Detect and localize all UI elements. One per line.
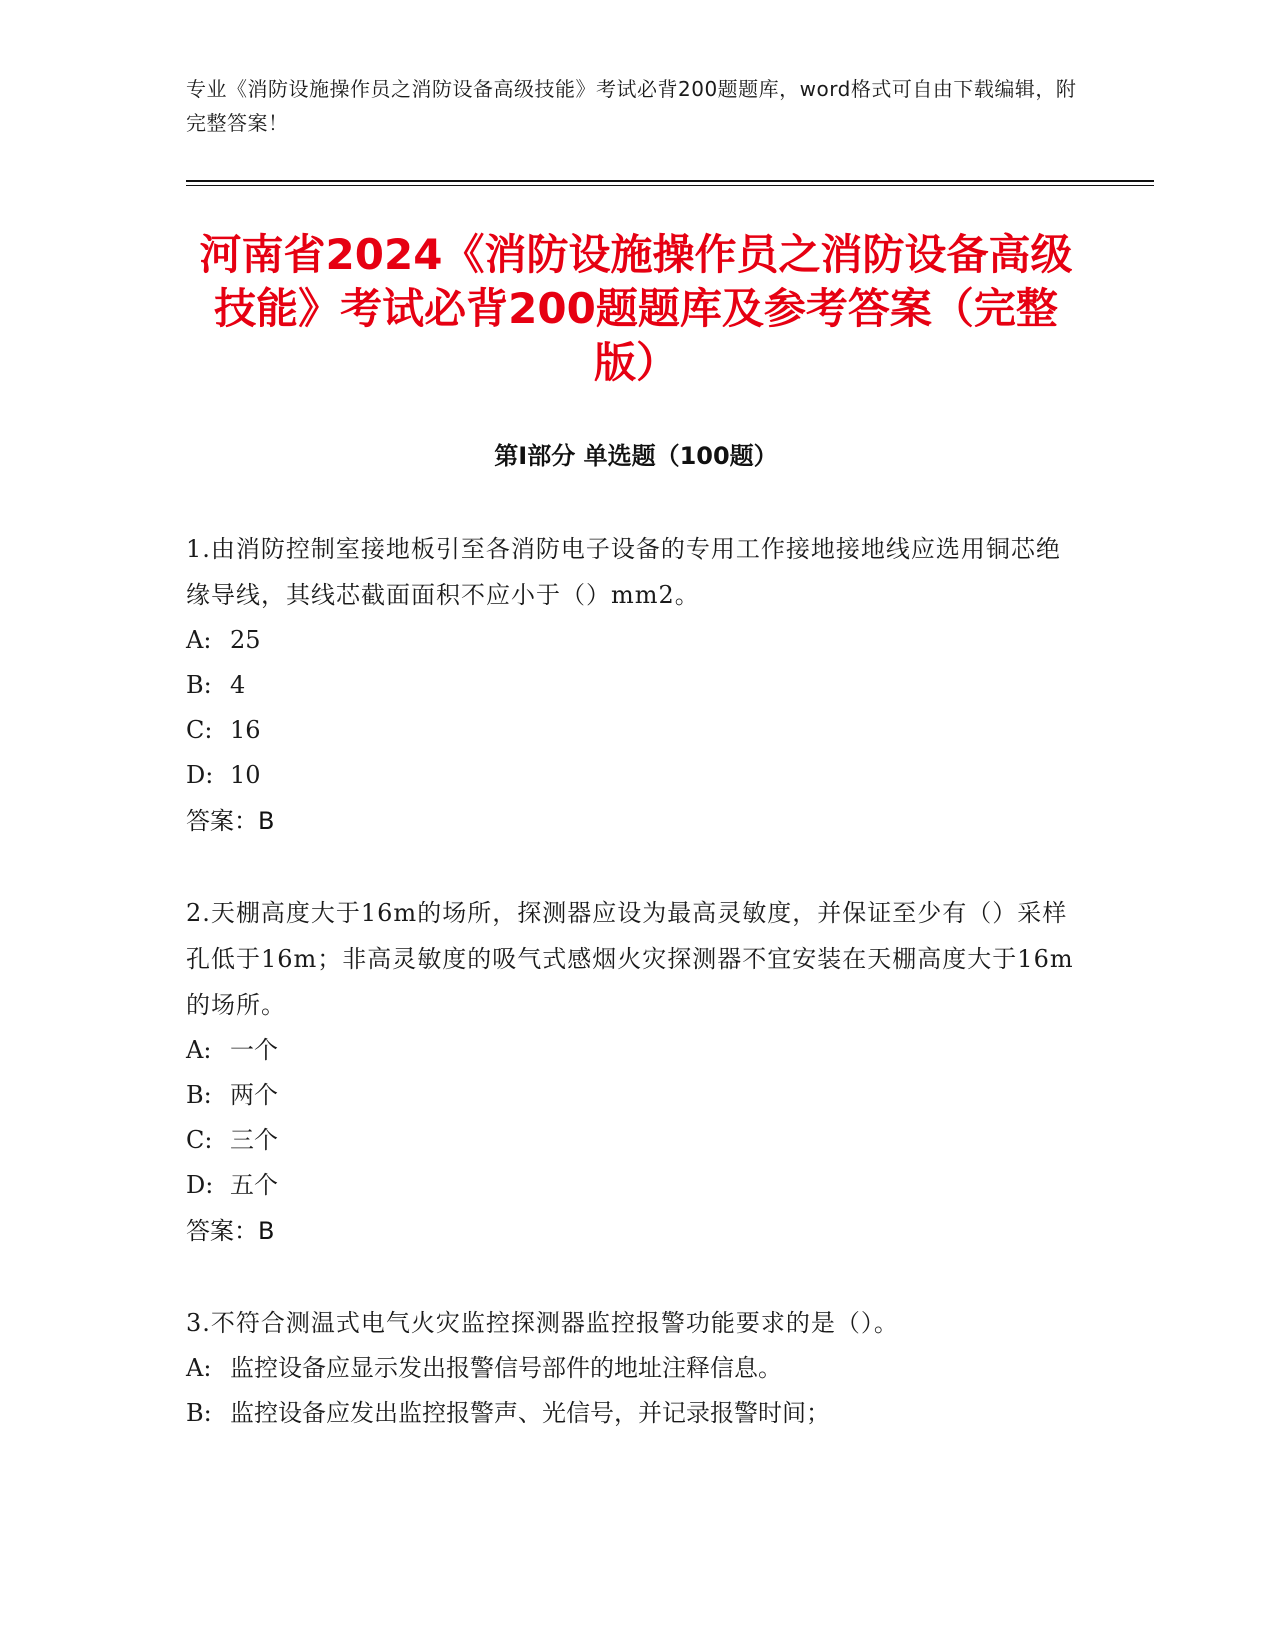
answer-line: 答案：B <box>186 1217 275 1245</box>
option-a <box>186 1346 1076 1391</box>
option-text: 16 <box>230 716 261 744</box>
question-stem: 3.不符合测温式电气火灾监控探测器监控报警功能要求的是（）。 <box>186 1309 899 1337</box>
option-text: 两个 <box>230 1081 278 1109</box>
option-key: A: <box>186 1036 212 1064</box>
question-3 <box>186 1300 1076 1436</box>
question-stem: 1.由消防控制室接地板引至各消防电子设备的专用工作接地接地线应选用铜芯绝缘导线，其线芯截面面积不应小于（）mm2。 <box>186 535 1061 609</box>
option-c <box>186 708 1076 753</box>
question-stem: 2.天棚高度大于16m的场所，探测器应设为最高灵敏度，并保证至少有（）采样孔低于16m；非高灵敏度的吸气式感烟火灾探测器不宜安装在天棚高度大于16m的场所。 <box>186 899 1074 1019</box>
option-text: 一个 <box>230 1036 278 1064</box>
question-list <box>186 526 1076 1482</box>
section-title: 第I部分 单选题（100题） <box>494 442 778 470</box>
option-text: 25 <box>230 626 261 654</box>
option-key: A: <box>186 1354 212 1382</box>
option-key: C: <box>186 1126 213 1154</box>
option-text: 10 <box>230 761 261 789</box>
option-text: 监控设备应显示发出报警信号部件的地址注释信息。 <box>230 1354 782 1382</box>
option-text: 三个 <box>230 1126 278 1154</box>
header-divider-thin <box>186 185 1154 186</box>
option-d <box>186 753 1076 798</box>
option-text: 4 <box>230 671 246 699</box>
option-d <box>186 1163 1076 1208</box>
header-divider-thick <box>186 180 1154 182</box>
option-key: B: <box>186 671 212 699</box>
option-key: D: <box>186 1171 214 1199</box>
option-key: B: <box>186 1399 212 1427</box>
question-2 <box>186 890 1076 1254</box>
option-b <box>186 1391 1076 1436</box>
option-text: 五个 <box>230 1171 278 1199</box>
option-key: A: <box>186 626 212 654</box>
option-key: D: <box>186 761 214 789</box>
option-b <box>186 663 1076 708</box>
option-text: 监控设备应发出监控报警声、光信号，并记录报警时间； <box>230 1399 830 1427</box>
option-key: C: <box>186 716 213 744</box>
question-1 <box>186 526 1076 844</box>
option-b <box>186 1073 1076 1118</box>
document-title: 河南省2024《消防设施操作员之消防设备高级技能》考试必背200题题库及参考答案（完整版） <box>199 230 1073 387</box>
option-key: B: <box>186 1081 212 1109</box>
option-a <box>186 618 1076 663</box>
header-note: 专业《消防设施操作员之消防设备高级技能》考试必背200题题库，word格式可自由下载编辑，附完整答案！ <box>186 77 1077 135</box>
answer-line: 答案：B <box>186 807 275 835</box>
option-a <box>186 1028 1076 1073</box>
option-c <box>186 1118 1076 1163</box>
